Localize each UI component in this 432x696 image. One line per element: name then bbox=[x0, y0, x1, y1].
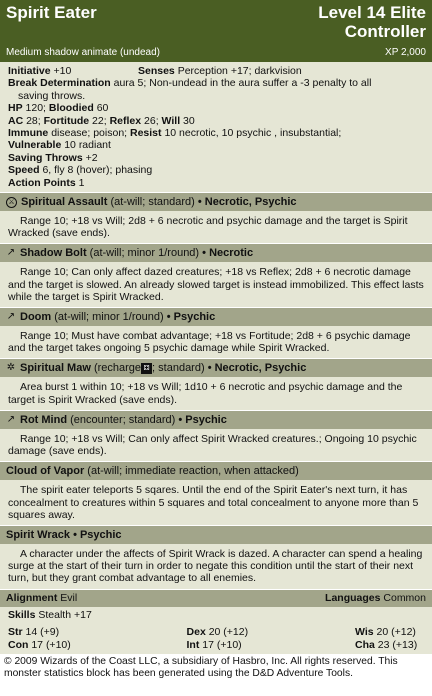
ranged-icon: ↗ bbox=[6, 311, 16, 323]
ranged-icon: ↗ bbox=[6, 247, 16, 259]
monster-level-role bbox=[318, 3, 426, 41]
ability-cha: Cha 23 (+13) bbox=[355, 638, 418, 651]
power-header-spiritual-maw: ✲ Spiritual Maw (recharge ⚃ ; standard) • Necrotic, Psychic bbox=[0, 358, 432, 377]
ability-int: Int 17 (+10) bbox=[186, 638, 242, 651]
action-points-line: Action Points 1 bbox=[8, 176, 85, 189]
dice-four-icon: ⚃ bbox=[141, 363, 152, 374]
abilities-section bbox=[0, 607, 432, 654]
monster-role: Controller bbox=[344, 22, 426, 41]
ability-str: Str 14 (+9) bbox=[8, 625, 60, 638]
power-header-rot-mind: ↗ Rot Mind (encounter; standard) • Psychic bbox=[0, 410, 432, 429]
melee-icon: ⚔ bbox=[6, 197, 17, 208]
ability-row-2 bbox=[8, 639, 424, 652]
area-icon: ✲ bbox=[6, 362, 16, 374]
power-body-doom: Range 10; Must have combat advantage; +18 vs Fortitude; 2d8 + 6 psychic damage and the target takes ongoing 5 psychic damage while Spirit Wracked. bbox=[0, 326, 432, 358]
alignment-languages-row bbox=[0, 589, 432, 607]
stats-section bbox=[0, 62, 432, 192]
vulnerable-line: Vulnerable 10 radiant bbox=[8, 139, 111, 152]
break-determination-cont: saving throws. bbox=[18, 89, 86, 102]
power-body-rot-mind: Range 10; +18 vs Will; Can only affect Spirit Wracked creatures.; Ongoing 10 psychic damage (save ends). bbox=[0, 429, 432, 461]
defenses-line: AC 28; Fortitude 22; Reflex 26; Will 30 bbox=[8, 114, 195, 127]
power-body-spiritual-assault: Range 10; +18 vs Will; 2d8 + 6 necrotic and psychic damage and the target is Spirit Wracked (save ends). bbox=[0, 211, 432, 243]
languages: Languages Common bbox=[325, 592, 426, 605]
stat-block-header bbox=[0, 0, 432, 62]
skills-line: Skills Stealth +17 bbox=[8, 608, 92, 621]
power-header-shadow-bolt: ↗ Shadow Bolt (at-will; minor 1/round) • Necrotic bbox=[0, 243, 432, 262]
break-determination-line: Break Determination aura 5; Non-undead in the aura suffer a -3 penalty to all bbox=[8, 77, 372, 90]
monster-name: Spirit Eater bbox=[6, 3, 97, 22]
immune-line: Immune disease; poison; Resist 10 necrotic, 10 psychic , insubstantial; bbox=[8, 127, 342, 140]
copyright-notice: © 2009 Wizards of the Coast LLC, a subsidiary of Hasbro, Inc. All rights reserved. This monster statistics block has been generated using the D&D Adventure Tools. bbox=[0, 654, 432, 682]
monster-xp: XP 2,000 bbox=[385, 47, 426, 58]
speed-line: Speed 6, fly 8 (hover); phasing bbox=[8, 164, 153, 177]
power-header-cloud-of-vapor: Cloud of Vapor (at-will; immediate reaction, when attacked) bbox=[0, 461, 432, 480]
power-body-spiritual-maw: Area burst 1 within 10; +18 vs Will; 1d10 + 6 necrotic and psychic damage and the target is Spirit Wracked (save ends). bbox=[0, 377, 432, 409]
power-body-cloud-of-vapor: The spirit eater teleports 5 sqares. Until the end of the Spirit Eater's next turn, it has concealment to creatures within 5 squares and total concealment to anyone more than 5 squares away. bbox=[0, 480, 432, 525]
monster-type: Medium shadow animate (undead) bbox=[6, 47, 160, 58]
power-body-spirit-wrack: A character under the affects of Spirit Wrack is dazed. A character can spend a healing surge at the start of their turn in order to negate this condition until the start of their next turn, but they grant combat advantage to all enemies. bbox=[0, 544, 432, 589]
power-header-spirit-wrack: Spirit Wrack • Psychic bbox=[0, 525, 432, 544]
ranged-icon: ↗ bbox=[6, 413, 16, 425]
ability-con: Con 17 (+10) bbox=[8, 638, 71, 651]
initiative-line: Initiative +10 Senses Perception +17; darkvision bbox=[8, 65, 302, 77]
power-body-shadow-bolt: Range 10; Can only affect dazed creatures; +18 vs Reflex; 2d8 + 6 necrotic damage and the target is slowed. An already slowed target is instead immobilized. This effect lasts while the target is Spirit Wracked. bbox=[0, 262, 432, 307]
saving-throws-line: Saving Throws +2 bbox=[8, 151, 98, 164]
ability-dex: Dex 20 (+12) bbox=[186, 625, 249, 638]
hp-line: HP 120; Bloodied 60 bbox=[8, 102, 109, 115]
power-header-doom: ↗ Doom (at-will; minor 1/round) • Psychic bbox=[0, 307, 432, 326]
power-header-spiritual-assault: ⚔ Spiritual Assault (at-will; standard) • Necrotic, Psychic bbox=[0, 192, 432, 211]
ability-wis: Wis 20 (+12) bbox=[355, 625, 416, 638]
monster-level: Level 14 Elite bbox=[318, 3, 426, 22]
ability-row-1 bbox=[8, 626, 424, 639]
alignment: Alignment Evil bbox=[6, 592, 78, 605]
